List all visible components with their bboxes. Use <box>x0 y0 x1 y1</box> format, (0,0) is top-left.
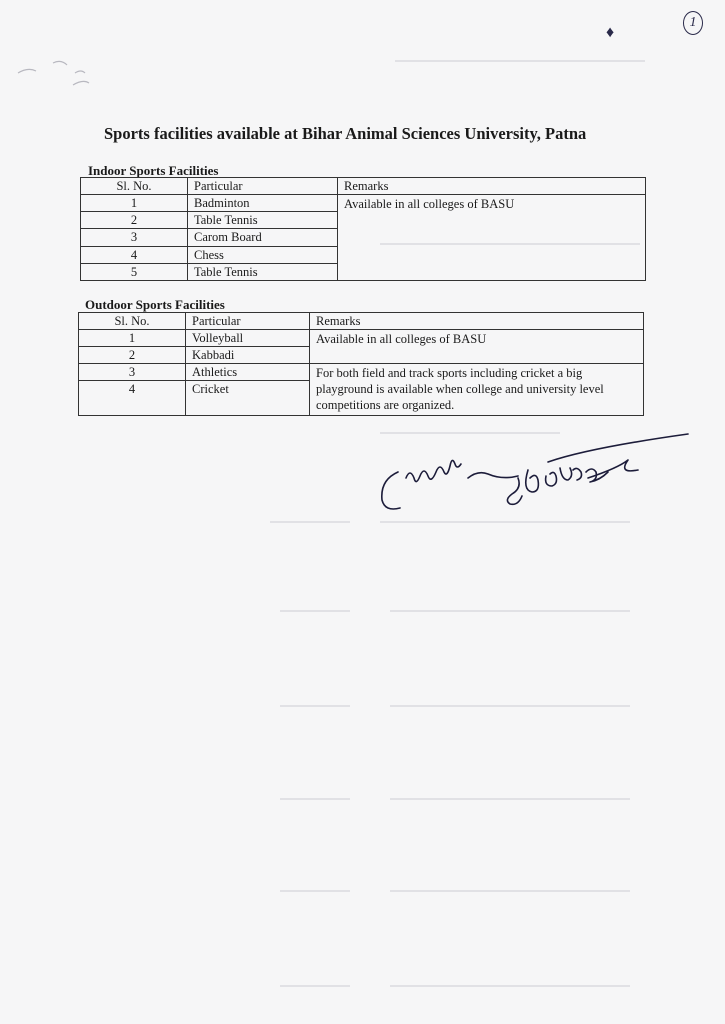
scan-streak <box>270 521 350 523</box>
indoor-header-row <box>81 178 646 195</box>
indoor-remark: Available in all colleges of BASU <box>338 195 646 281</box>
indoor-slno: 2 <box>81 212 188 229</box>
scan-streak <box>390 705 630 707</box>
indoor-slno: 3 <box>81 229 188 246</box>
indoor-header-particular: Particular <box>188 178 338 195</box>
outdoor-header-row <box>79 313 644 330</box>
indoor-particular: Carom Board <box>188 229 338 246</box>
outdoor-particular: Volleyball <box>186 330 310 347</box>
pencil-scribble-icon <box>15 55 100 90</box>
corner-mark: ♦ <box>606 24 615 41</box>
outdoor-slno: 1 <box>79 330 186 347</box>
outdoor-slno: 2 <box>79 347 186 364</box>
outdoor-table <box>78 312 644 416</box>
outdoor-particular: Kabbadi <box>186 347 310 364</box>
scan-streak <box>395 60 645 62</box>
outdoor-header-particular: Particular <box>186 313 310 330</box>
outdoor-remark-2: For both field and track sports including cricket a big playground is available when college and university level competitions are organized. <box>310 364 644 416</box>
outdoor-particular: Athletics <box>186 364 310 381</box>
scan-streak <box>390 890 630 892</box>
outdoor-slno: 3 <box>79 364 186 381</box>
page-title: Sports facilities available at Bihar Animal Sciences University, Patna <box>104 124 587 143</box>
outdoor-header-slno: Sl. No. <box>79 313 186 330</box>
indoor-slno: 4 <box>81 246 188 263</box>
table-row <box>79 364 644 381</box>
indoor-header-remarks: Remarks <box>338 178 646 195</box>
table-row <box>81 195 646 212</box>
scan-streak <box>280 610 350 612</box>
scan-streak <box>280 985 350 987</box>
table-row <box>79 330 644 347</box>
outdoor-slno: 4 <box>79 381 186 416</box>
handwritten-signature-icon <box>368 430 693 525</box>
indoor-particular: Table Tennis <box>188 212 338 229</box>
indoor-particular: Table Tennis <box>188 263 338 280</box>
indoor-table <box>80 177 646 281</box>
outdoor-remark-1: Available in all colleges of BASU <box>310 330 644 364</box>
indoor-slno: 5 <box>81 263 188 280</box>
indoor-particular: Chess <box>188 246 338 263</box>
outdoor-heading: Outdoor Sports Facilities <box>85 297 225 312</box>
scan-streak <box>390 798 630 800</box>
scan-streak <box>390 985 630 987</box>
indoor-header-slno: Sl. No. <box>81 178 188 195</box>
outdoor-particular: Cricket <box>186 381 310 416</box>
page-number: 1 <box>683 11 703 35</box>
indoor-slno: 1 <box>81 195 188 212</box>
indoor-particular: Badminton <box>188 195 338 212</box>
scan-streak <box>280 798 350 800</box>
indoor-heading: Indoor Sports Facilities <box>88 163 219 178</box>
scan-streak <box>280 705 350 707</box>
scan-streak <box>280 890 350 892</box>
scan-streak <box>390 610 630 612</box>
outdoor-header-remarks: Remarks <box>310 313 644 330</box>
